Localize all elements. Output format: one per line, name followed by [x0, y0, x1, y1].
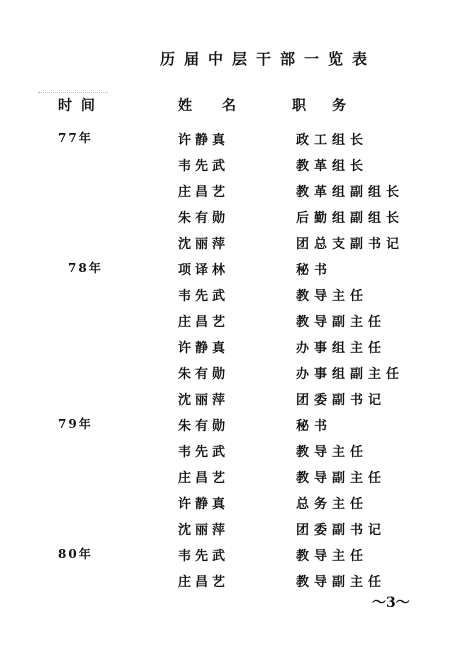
- row-name: 庄昌艺: [178, 185, 230, 200]
- row-role: 教导主任: [296, 289, 369, 304]
- row-name: 朱有勋: [178, 211, 230, 226]
- row-year: 78年: [68, 261, 103, 275]
- row-name: 韦先武: [178, 445, 230, 460]
- list-row: [0, 489, 450, 515]
- row-name: 庄昌艺: [178, 575, 230, 590]
- row-role: 教导副主任: [296, 471, 387, 486]
- list-row: [0, 515, 450, 541]
- row-name: 朱有勋: [178, 367, 230, 382]
- row-name: 韦先武: [178, 289, 230, 304]
- page-number: ～3～: [372, 595, 410, 611]
- row-role: 教革组副组长: [296, 185, 405, 200]
- row-name: 沈丽萍: [178, 393, 230, 408]
- row-name: 韦先武: [178, 159, 230, 174]
- cadre-list: [0, 125, 450, 593]
- row-role: 教导副主任: [296, 315, 387, 330]
- row-role: 教导主任: [296, 445, 369, 460]
- row-role: 政工组长: [296, 133, 369, 148]
- list-row: [0, 411, 450, 437]
- list-row: [0, 437, 450, 463]
- row-name: 沈丽萍: [178, 237, 230, 252]
- row-name: 朱有勋: [178, 419, 230, 434]
- row-year: 79年: [58, 417, 93, 431]
- row-role: 办事组主任: [296, 341, 387, 356]
- header-name: 姓名: [178, 98, 266, 114]
- row-name: 韦先武: [178, 549, 230, 564]
- list-row: [0, 281, 450, 307]
- row-year: 77年: [58, 131, 93, 145]
- row-role: 团委副书记: [296, 393, 387, 408]
- row-name: 项译林: [178, 263, 230, 278]
- list-row: [0, 567, 450, 593]
- row-role: 总务主任: [296, 497, 369, 512]
- row-role: 团总支副书记: [296, 237, 405, 252]
- list-row: [0, 151, 450, 177]
- page-title: 历届中层干部一览表: [160, 50, 377, 68]
- row-role: 后勤组副组长: [296, 211, 405, 226]
- list-row: [0, 359, 450, 385]
- row-name: 沈丽萍: [178, 523, 230, 538]
- row-name: 许静真: [178, 133, 230, 148]
- row-name: 庄昌艺: [178, 315, 230, 330]
- row-role: 办事组副主任: [296, 367, 405, 382]
- row-year: 80年: [58, 547, 93, 561]
- row-role: 团委副书记: [296, 523, 387, 538]
- list-row: [0, 385, 450, 411]
- row-role: 秘书: [296, 419, 333, 434]
- row-role: 教革组长: [296, 159, 369, 174]
- row-role: 秘书: [296, 263, 333, 278]
- row-role: 教导副主任: [296, 575, 387, 590]
- row-name: 许静真: [178, 341, 230, 356]
- list-row: [0, 307, 450, 333]
- list-row: [0, 203, 450, 229]
- row-name: 庄昌艺: [178, 471, 230, 486]
- list-row: [0, 333, 450, 359]
- list-row: [0, 229, 450, 255]
- row-role: 教导主任: [296, 549, 369, 564]
- header-role: 职务: [292, 98, 372, 114]
- list-row: [0, 125, 450, 151]
- list-row: [0, 177, 450, 203]
- header-time: 时 间: [58, 98, 97, 114]
- list-row: [0, 463, 450, 489]
- row-name: 许静真: [178, 497, 230, 512]
- list-row: [0, 255, 450, 281]
- list-row: [0, 541, 450, 567]
